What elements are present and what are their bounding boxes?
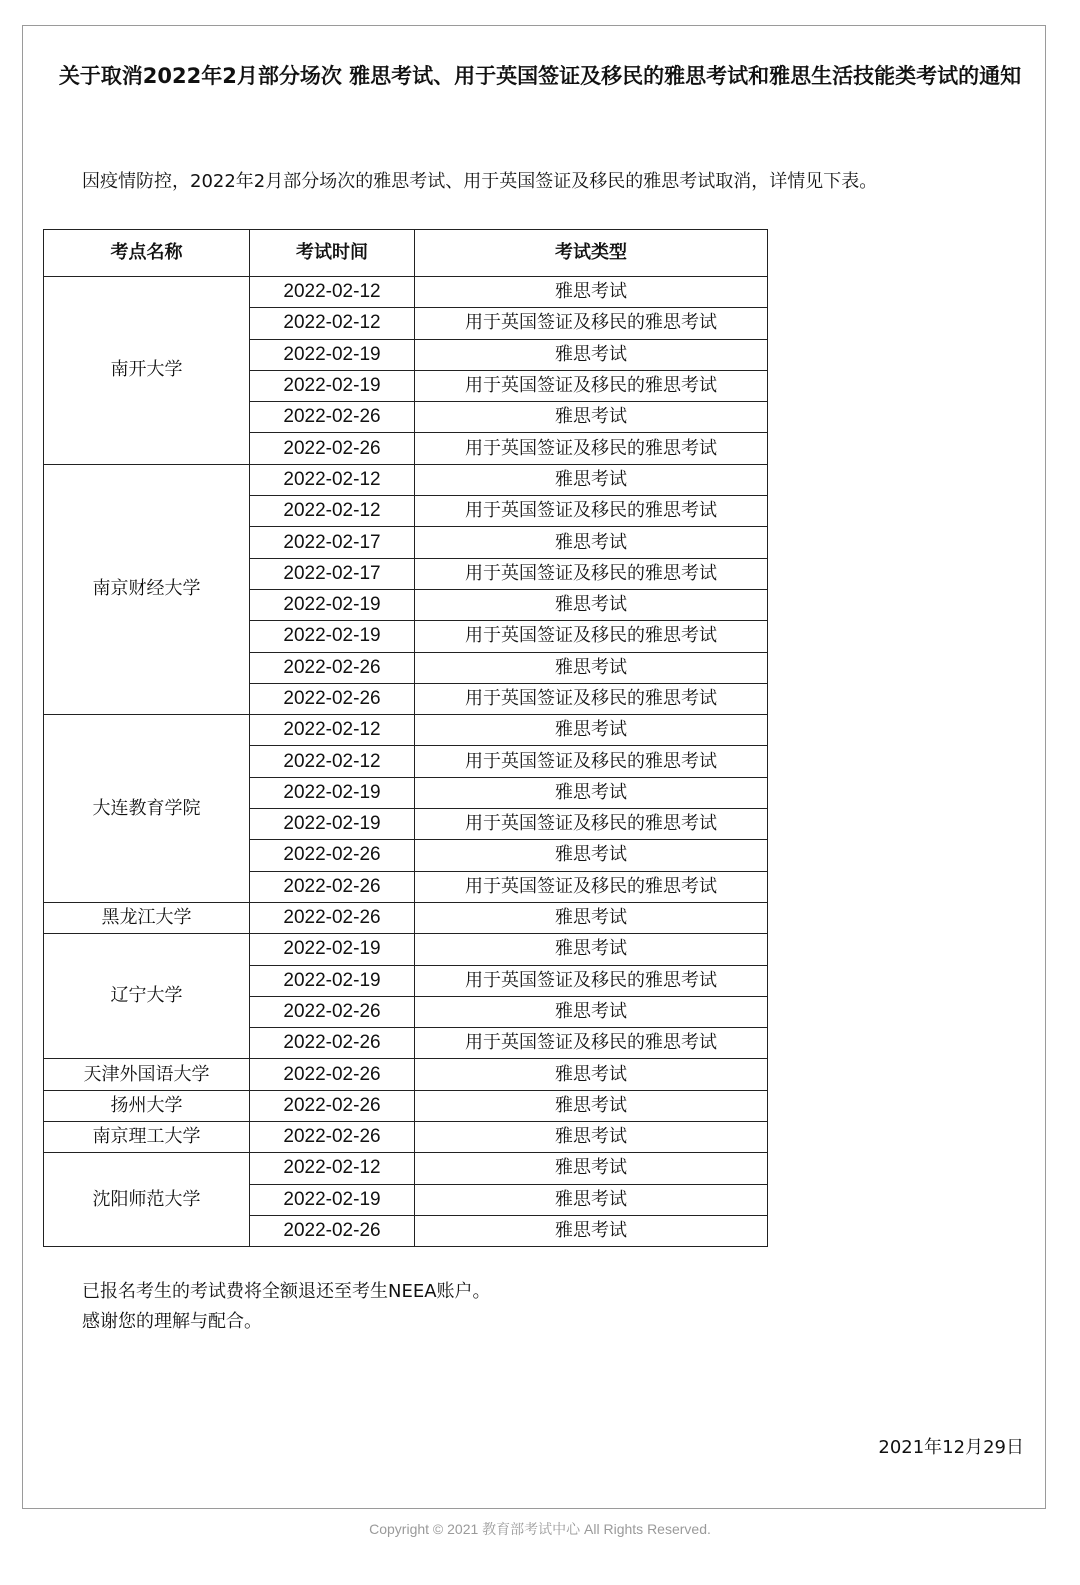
exam-type-cell: 用于英国签证及移民的雅思考试 bbox=[415, 433, 768, 464]
venue-cell: 扬州大学 bbox=[44, 1090, 250, 1121]
table-row bbox=[44, 715, 768, 746]
date-cell: 2022-02-26 bbox=[250, 652, 415, 683]
date-cell: 2022-02-19 bbox=[250, 934, 415, 965]
date-cell: 2022-02-19 bbox=[250, 777, 415, 808]
exam-type-cell: 用于英国签证及移民的雅思考试 bbox=[415, 370, 768, 401]
date-cell: 2022-02-26 bbox=[250, 1090, 415, 1121]
refund-note: 已报名考生的考试费将全额退还至考生NEEA账户。 bbox=[82, 1281, 491, 1302]
exam-type-cell: 雅思考试 bbox=[415, 1215, 768, 1246]
date-cell: 2022-02-26 bbox=[250, 902, 415, 933]
date-cell: 2022-02-26 bbox=[250, 871, 415, 902]
exam-type-cell: 用于英国签证及移民的雅思考试 bbox=[415, 1028, 768, 1059]
exam-type-cell: 用于英国签证及移民的雅思考试 bbox=[415, 965, 768, 996]
table-row bbox=[44, 934, 768, 965]
venue-cell: 大连教育学院 bbox=[44, 715, 250, 903]
exam-type-cell: 用于英国签证及移民的雅思考试 bbox=[415, 308, 768, 339]
date-cell: 2022-02-12 bbox=[250, 715, 415, 746]
table-row bbox=[44, 1059, 768, 1090]
date-cell: 2022-02-19 bbox=[250, 370, 415, 401]
date-cell: 2022-02-26 bbox=[250, 1122, 415, 1153]
date-cell: 2022-02-26 bbox=[250, 840, 415, 871]
exam-type-cell: 雅思考试 bbox=[415, 1122, 768, 1153]
date-cell: 2022-02-12 bbox=[250, 277, 415, 308]
notice-notes bbox=[82, 1277, 491, 1337]
header-type: 考试类型 bbox=[415, 230, 768, 277]
date-cell: 2022-02-19 bbox=[250, 809, 415, 840]
venue-cell: 南开大学 bbox=[44, 277, 250, 465]
date-cell: 2022-02-26 bbox=[250, 1215, 415, 1246]
exam-type-cell: 雅思考试 bbox=[415, 402, 768, 433]
signature-date: 2021年12月29日 bbox=[878, 1437, 1024, 1458]
date-cell: 2022-02-12 bbox=[250, 746, 415, 777]
exam-type-cell: 雅思考试 bbox=[415, 777, 768, 808]
exam-type-cell: 雅思考试 bbox=[415, 996, 768, 1027]
date-cell: 2022-02-26 bbox=[250, 1028, 415, 1059]
exam-type-cell: 雅思考试 bbox=[415, 715, 768, 746]
exam-type-cell: 用于英国签证及移民的雅思考试 bbox=[415, 496, 768, 527]
table-row bbox=[44, 1122, 768, 1153]
date-cell: 2022-02-19 bbox=[250, 1184, 415, 1215]
exam-type-cell: 雅思考试 bbox=[415, 934, 768, 965]
date-cell: 2022-02-19 bbox=[250, 965, 415, 996]
exam-type-cell: 雅思考试 bbox=[415, 589, 768, 620]
date-cell: 2022-02-19 bbox=[250, 339, 415, 370]
exam-type-cell: 雅思考试 bbox=[415, 277, 768, 308]
header-venue: 考点名称 bbox=[44, 230, 250, 277]
exam-type-cell: 雅思考试 bbox=[415, 902, 768, 933]
venue-cell: 天津外国语大学 bbox=[44, 1059, 250, 1090]
venue-cell: 辽宁大学 bbox=[44, 934, 250, 1059]
venue-cell: 南京财经大学 bbox=[44, 464, 250, 714]
date-cell: 2022-02-26 bbox=[250, 996, 415, 1027]
exam-type-cell: 雅思考试 bbox=[415, 1184, 768, 1215]
exam-type-cell: 用于英国签证及移民的雅思考试 bbox=[415, 871, 768, 902]
date-cell: 2022-02-19 bbox=[250, 589, 415, 620]
date-cell: 2022-02-19 bbox=[250, 621, 415, 652]
exam-type-cell: 用于英国签证及移民的雅思考试 bbox=[415, 683, 768, 714]
date-cell: 2022-02-12 bbox=[250, 308, 415, 339]
exam-type-cell: 用于英国签证及移民的雅思考试 bbox=[415, 558, 768, 589]
date-cell: 2022-02-12 bbox=[250, 464, 415, 495]
thanks-note: 感谢您的理解与配合。 bbox=[82, 1311, 262, 1332]
exam-type-cell: 雅思考试 bbox=[415, 840, 768, 871]
exam-type-cell: 用于英国签证及移民的雅思考试 bbox=[415, 621, 768, 652]
exam-type-cell: 用于英国签证及移民的雅思考试 bbox=[415, 746, 768, 777]
venue-cell: 黑龙江大学 bbox=[44, 902, 250, 933]
notice-title: 关于取消2022年2月部分场次 雅思考试、用于英国签证及移民的雅思考试和雅思生活技能类考试的通知 bbox=[58, 64, 1022, 88]
date-cell: 2022-02-12 bbox=[250, 1153, 415, 1184]
venue-cell: 南京理工大学 bbox=[44, 1122, 250, 1153]
table-row bbox=[44, 1090, 768, 1121]
table-header-row bbox=[44, 230, 768, 277]
exam-type-cell: 雅思考试 bbox=[415, 1090, 768, 1121]
exam-type-cell: 雅思考试 bbox=[415, 652, 768, 683]
exam-type-cell: 雅思考试 bbox=[415, 527, 768, 558]
date-cell: 2022-02-17 bbox=[250, 558, 415, 589]
header-date: 考试时间 bbox=[250, 230, 415, 277]
date-cell: 2022-02-12 bbox=[250, 496, 415, 527]
cancellation-table bbox=[43, 229, 768, 1247]
copyright-text: Copyright © 2021 教育部考试中心 All Rights Reserved. bbox=[369, 1521, 711, 1537]
table-row bbox=[44, 277, 768, 308]
table-body bbox=[44, 277, 768, 1247]
table-row bbox=[44, 1153, 768, 1184]
exam-type-cell: 雅思考试 bbox=[415, 464, 768, 495]
exam-type-cell: 雅思考试 bbox=[415, 1059, 768, 1090]
table-row bbox=[44, 902, 768, 933]
date-cell: 2022-02-26 bbox=[250, 402, 415, 433]
venue-cell: 沈阳师范大学 bbox=[44, 1153, 250, 1247]
exam-type-cell: 用于英国签证及移民的雅思考试 bbox=[415, 809, 768, 840]
date-cell: 2022-02-26 bbox=[250, 683, 415, 714]
exam-type-cell: 雅思考试 bbox=[415, 339, 768, 370]
notice-intro: 因疫情防控，2022年2月部分场次的雅思考试、用于英国签证及移民的雅思考试取消，详情见下表。 bbox=[82, 171, 878, 192]
table-row bbox=[44, 464, 768, 495]
date-cell: 2022-02-26 bbox=[250, 433, 415, 464]
date-cell: 2022-02-17 bbox=[250, 527, 415, 558]
date-cell: 2022-02-26 bbox=[250, 1059, 415, 1090]
exam-type-cell: 雅思考试 bbox=[415, 1153, 768, 1184]
